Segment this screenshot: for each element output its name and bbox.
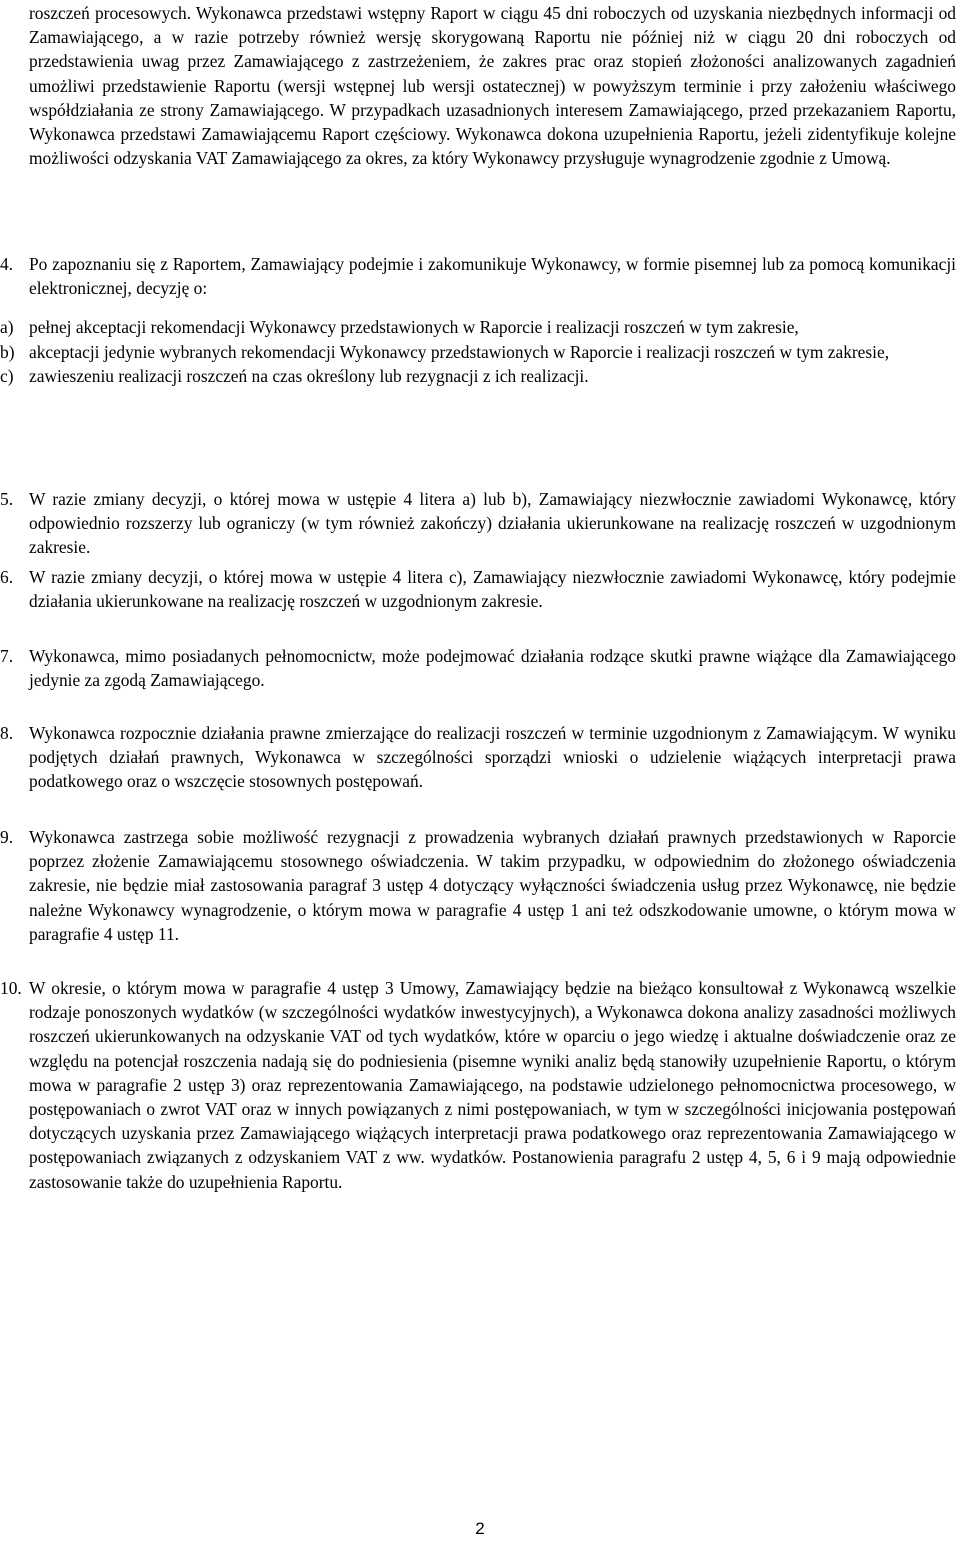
subitem-b: [0, 340, 956, 364]
item-number: 10.: [0, 978, 22, 998]
item-text: Wykonawca zastrzega sobie możliwość rezygnacji z prowadzenia wybranych działań prawnych przedstawionych w Raporcie poprzez złożenie Zamawiającemu stosownego oświadczenia. W takim przypadku, w odpowiednim do złożonego oświadczenia zakresie, nie będzie miał zastosowania paragraf 3 ustęp 4 dotyczący wyłączności świadczenia usług przez Wykonawcę, nie będzie należne Wykonawcy wynagrodzenie, o którym mowa w paragrafie 4 ustęp 1 ani też odszkodowanie umowne, o którym mowa w paragrafie 4 ustęp 11.: [29, 827, 956, 944]
subitem-text: akceptacji jedynie wybranych rekomendacji Wykonawcy przedstawionych w Raporcie i realizacji roszczeń w tym zakresie,: [29, 341, 890, 362]
subitem-letter: b): [0, 341, 15, 362]
list-item-4: [0, 252, 956, 388]
list-item-7: [0, 644, 956, 692]
subitem-letter: a): [0, 317, 14, 338]
item-text: Wykonawca, mimo posiadanych pełnomocnictw, może podejmować działania rodzące skutki prawne wiążące dla Zamawiającego jedynie za zgodą Zamawiającego.: [29, 646, 956, 691]
item-text: W okresie, o którym mowa w paragrafie 4 ustęp 3 Umowy, Zamawiający będzie na bieżąco konsultował z Wykonawcą wszelkie rodzaje ponoszonych wydatków (w szczególności wydatków inwestycyjnych), a Wykonawca dokona analizy zasadności możliwych roszczeń ukierunkowanych na odzyskanie VAT od tych wydatków, które w oparciu o jego wiedzę i aktualne doświadczenie oraz ze względu na potencjał roszczenia nadają się do podniesienia (pisemne wyniki analiz będą stanowiły uzupełnienie Raportu, o którym mowa w paragrafie 2 ustęp 3) oraz reprezentowania Zamawiającego, na podstawie udzielonego pełnomocnictwa procesowego, w postępowaniach o zwrot VAT oraz w innych powiązanych z nimi postępowaniach, w tym w szczególności inicjowania postępowań dotyczących uzyskania przez Zamawiającego wiążących interpretacji prawa podatkowego oraz reprezentowania Zamawiającego w postępowaniach związanych z odzyskaniem VAT z ww. wydatków. Postanowienia paragrafu 2 ustęp 4, 5, 6 i 9 mają odpowiednie zastosowanie także do uzupełnienia Raportu.: [29, 978, 956, 1192]
item-number: 5.: [0, 489, 14, 509]
list-item-5: [0, 487, 956, 560]
list-item-9: [0, 825, 956, 946]
item-number: 6.: [0, 567, 14, 587]
subitem-text: zawieszeniu realizacji roszczeń na czas określony lub rezygnacji z ich realizacji.: [29, 365, 589, 386]
item-number: 9.: [0, 827, 14, 847]
list-item-10: [0, 976, 956, 1194]
list-item-8: [0, 721, 956, 794]
item-text: Wykonawca rozpocznie działania prawne zmierzające do realizacji roszczeń w terminie uzgodnionym z Zamawiającym. W wyniku podjętych działań prawnych, Wykonawca w szczególności sporządzi wnioski o udzielenie wiążących interpretacji prawa podatkowego oraz o wszczęcie stosownych postępowań.: [29, 723, 956, 792]
item-text: W razie zmiany decyzji, o której mowa w ustępie 4 litera c), Zamawiający niezwłocznie zawiadomi Wykonawcę, który podejmie działania ukierunkowane na realizację roszczeń w uzgodnionym zakresie.: [29, 567, 956, 612]
item-text: W razie zmiany decyzji, o której mowa w ustępie 4 litera a) lub b), Zamawiający niezwłocznie zawiadomi Wykonawcę, który odpowiednio rozszerzy lub ograniczy (w tym również zakończy) działania ukierunkowane na realizację roszczeń w uzgodnionym zakresie.: [29, 489, 956, 558]
subitem-c: [0, 364, 956, 388]
subitem-letter: c): [0, 365, 14, 386]
subitem-a: [0, 315, 956, 339]
list-item-6: [0, 565, 956, 613]
item-number: 8.: [0, 723, 14, 743]
intro-paragraph: roszczeń procesowych. Wykonawca przedstawi wstępny Raport w ciągu 45 dni roboczych od uzyskania niezbędnych informacji od Zamawiającego, a w razie potrzeby również wersję skorygowaną Raportu nie później niż w ciągu 20 dni roboczych od przedstawienia uwag przez Zamawiającego z zastrzeżeniem, że zakres prac oraz stopień złożoności analizowanych zagadnień umożliwi przedstawienie Raportu (wersji wstępnej lub wersji ostatecznej) w powyższym terminie i przy założeniu właściwego współdziałania ze strony Zamawiającego. W przypadkach uzasadnionych interesem Zamawiającego, przed przekazaniem Raportu, Wykonawca przedstawi Zamawiającemu Raport częściowy. Wykonawca dokona uzupełnienia Raportu, jeżeli zidentyfikuje kolejne możliwości odzyskania VAT Zamawiającego za okres, za który Wykonawcy przysługuje wynagrodzenie zgodnie z Umową.: [29, 3, 956, 169]
page-number: 2: [475, 1519, 485, 1538]
item-number: 4.: [0, 254, 14, 274]
item-number: 7.: [0, 646, 14, 666]
subitem-text: pełnej akceptacji rekomendacji Wykonawcy przedstawionych w Raporcie i realizacji roszczeń w tym zakresie,: [29, 317, 799, 338]
item-text: Po zapoznaniu się z Raportem, Zamawiający podejmie i zakomunikuje Wykonawcy, w formie pisemnej lub za pomocą komunikacji elektronicznej, decyzję o:: [29, 254, 956, 299]
